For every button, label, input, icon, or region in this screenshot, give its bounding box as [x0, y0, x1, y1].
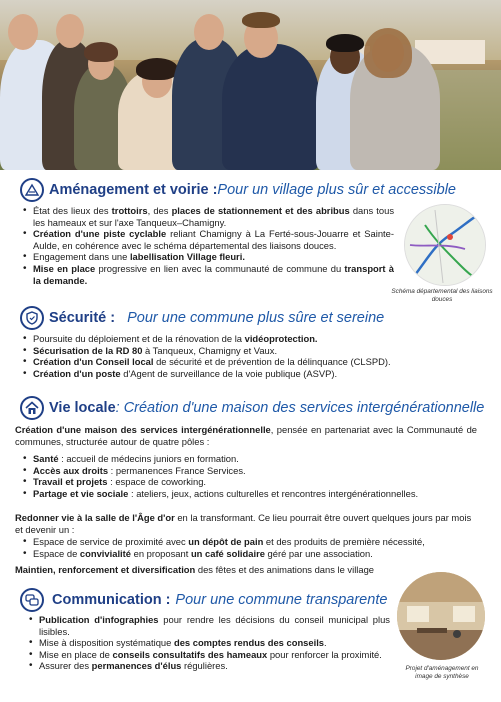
list-item: • Poursuite du déploiement et de la rénovation de la vidéoprotection.	[20, 333, 480, 345]
speech-bubbles-icon	[20, 588, 44, 612]
list-item: • Création d'un poste d'Agent de surveillance de la voie publique (ASVP).	[20, 368, 480, 380]
section-subtitle: Pour une commune plus sûre et sereine	[127, 310, 385, 326]
section-securite-header	[20, 306, 384, 330]
list-item: • Espace de convivialité en proposant un café solidaire géré par une association.	[20, 548, 480, 560]
team-photo	[0, 0, 501, 170]
list-item: • Espace de service de proximité avec un dépôt de pain et des produits de première nécessité,	[20, 536, 480, 548]
list-item: • Mise en place de conseils consultatifs des hameaux pour renforcer la proximité.	[26, 649, 390, 661]
house-icon	[20, 396, 44, 420]
list-item: • Accès aux droits : permanences France Services.	[20, 465, 480, 477]
list-item: • Mise à disposition systématique des comptes rendus des conseils.	[26, 637, 390, 649]
section-title: Communication :	[52, 592, 171, 608]
map-caption: Schéma départemental des liaisons douces	[391, 288, 493, 303]
list-item: • Assurer des permanences d'élus régulières.	[26, 660, 390, 672]
list-item: • Sécurisation de la RD 80 à Tanqueux, Chamigny et Vaux.	[20, 345, 480, 357]
render-caption: Projet d'aménagement en image de synthèse	[405, 665, 479, 680]
list-item: • Création d'un Conseil local de sécurité et de prévention de la délinquance (CLSPD).	[20, 356, 480, 368]
list-item: • Engagement dans une labellisation Village fleuri.	[20, 251, 394, 263]
road-works-icon	[20, 178, 44, 202]
list-item: • Mise en place progressive en lien avec la communauté de commune du transport à la demande.	[20, 263, 394, 286]
vie-locale-intro: Création d'une maison des services intergénérationnelle, pensée en partenariat avec la Communauté de communes, structurée autour de quatre pôles :	[15, 424, 477, 447]
list-item: • Création d'une piste cyclable reliant Chamigny à La Ferté-sous-Jouarre et Sainte-Aulde, en cohérence avec le schéma départemental des liaisons douces.	[20, 228, 394, 251]
vie-locale-poles	[20, 453, 480, 499]
amenagement-list	[20, 205, 394, 286]
salle-age-dor-text: Redonner vie à la salle de l'Âge d'or en la transformant. Ce lieu pourrait être ouvert quelques jours par mois et devenir un :	[15, 512, 472, 535]
cycling-network-map	[404, 204, 486, 286]
section-subtitle: Pour une commune transparente	[175, 592, 388, 608]
interior-render-image	[397, 572, 485, 660]
list-item: • Travail et projets : espace de coworking.	[20, 476, 480, 488]
shield-hands-icon	[20, 306, 44, 330]
section-title: Vie locale	[49, 400, 116, 416]
section-communication-header	[20, 588, 387, 612]
section-vie-locale-header	[20, 396, 484, 420]
salle-age-dor-list	[20, 536, 480, 559]
list-item: • Partage et vie sociale : ateliers, jeux, actions culturelles et rencontres intergénérationnelles.	[20, 488, 480, 500]
section-title: Aménagement et voirie :	[49, 182, 218, 198]
section-subtitle: : Création d'une maison des services intergénérationnelle	[115, 400, 485, 416]
securite-list	[20, 333, 480, 379]
section-subtitle: Pour un village plus sûr et accessible	[217, 182, 456, 198]
list-item: • Publication d'infographies pour rendre les décisions du conseil municipal plus lisibles.	[26, 614, 390, 637]
list-item: • Santé : accueil de médecins juniors en formation.	[20, 453, 480, 465]
communication-list	[26, 614, 390, 672]
section-title: Sécurité :	[49, 310, 116, 326]
section-amenagement-header	[20, 178, 456, 202]
list-item: • État des lieux des trottoirs, des places de stationnement et des abribus dans tous les hameaux et sur l'axe Tanqueux–Chamigny.	[20, 205, 394, 228]
maintien-text: Maintien, renforcement et diversification des fêtes et des animations dans le village	[15, 564, 375, 575]
